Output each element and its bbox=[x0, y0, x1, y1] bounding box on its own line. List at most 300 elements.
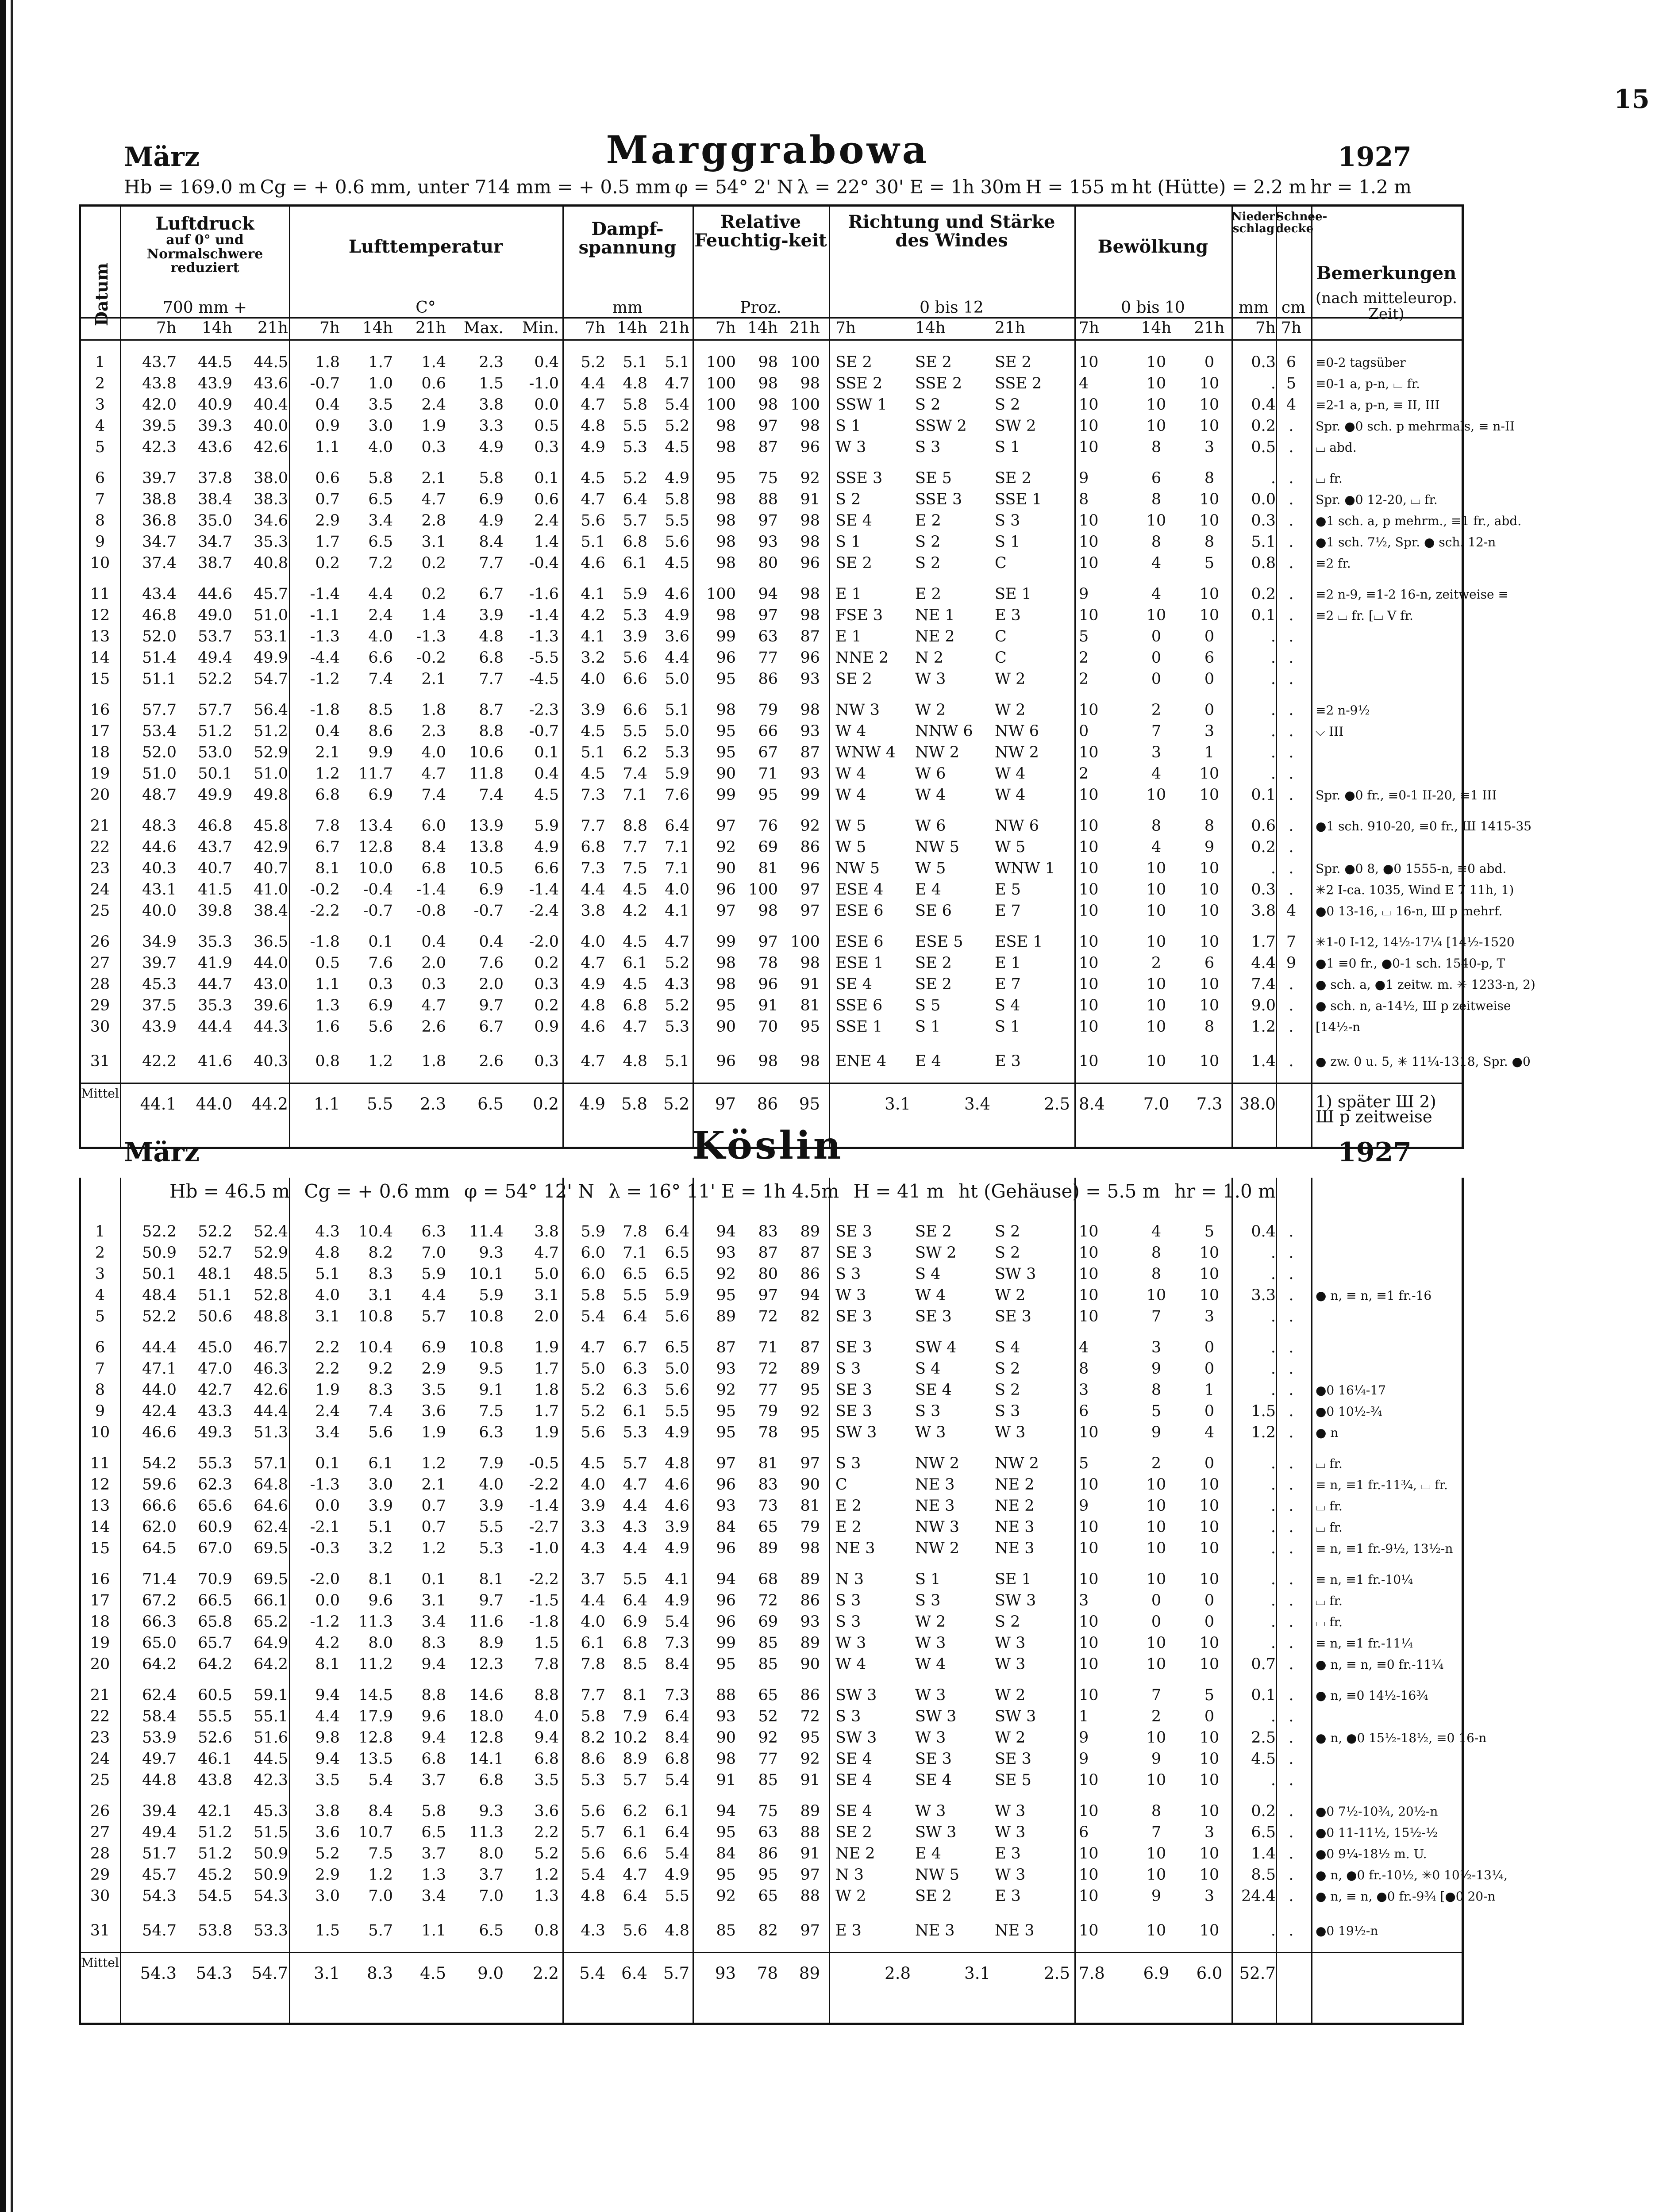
cell-t7: 1.1 bbox=[315, 438, 340, 456]
cell-t7: 1.5 bbox=[315, 1922, 340, 1939]
cell-t7: -2.2 bbox=[310, 902, 340, 920]
cell-p7: 40.3 bbox=[142, 860, 177, 877]
cell-w21: W 3 bbox=[995, 1824, 1026, 1841]
cell-datum: 12 bbox=[90, 1476, 110, 1494]
cell-nied: 1.4 bbox=[1251, 1052, 1276, 1070]
cell-tmax: 14.6 bbox=[469, 1686, 504, 1704]
cell-p21: 66.1 bbox=[254, 1592, 288, 1609]
cell-p21: 52.4 bbox=[254, 1223, 288, 1240]
cell-b21: 8 bbox=[1204, 469, 1215, 487]
cell-t7: 3.1 bbox=[315, 1308, 340, 1325]
cell-t14: -0.4 bbox=[363, 881, 393, 899]
cell-w14: S 2 bbox=[915, 396, 941, 414]
cell-w21: SE 1 bbox=[995, 585, 1031, 603]
cell-e7: 6.0 bbox=[581, 1265, 605, 1283]
cell-t14: 11.3 bbox=[358, 1613, 393, 1631]
cell-w14: SE 5 bbox=[915, 469, 952, 487]
cell-f14: 69 bbox=[758, 1613, 778, 1631]
cell-t7: -2.0 bbox=[310, 1571, 340, 1588]
cell-tmax: 8.9 bbox=[479, 1634, 504, 1652]
cell-nied: . bbox=[1270, 1634, 1276, 1652]
table-row bbox=[81, 901, 1503, 921]
cell-p7: 50.9 bbox=[142, 1244, 177, 1262]
cell-b21: 1 bbox=[1204, 744, 1215, 761]
cell-w21: S 1 bbox=[995, 1018, 1020, 1036]
mean-t21: 4.5 bbox=[420, 1964, 446, 1983]
cell-b14: 10 bbox=[1146, 1771, 1166, 1789]
cell-b14: 2 bbox=[1151, 1455, 1162, 1472]
cell-e7: 4.8 bbox=[581, 997, 605, 1014]
cell-f14: 80 bbox=[758, 554, 778, 572]
mean-t14: 8.3 bbox=[367, 1964, 393, 1983]
cell-nied: 0.7 bbox=[1251, 1655, 1276, 1673]
cell-f14: 86 bbox=[758, 670, 778, 688]
cell-p14: 57.7 bbox=[198, 701, 232, 719]
cell-t7: 2.2 bbox=[315, 1360, 340, 1378]
cell-p14: 44.7 bbox=[198, 975, 232, 993]
cell-t7: 4.3 bbox=[315, 1223, 340, 1240]
cell-datum: 17 bbox=[90, 1592, 110, 1609]
cell-nied: 0.6 bbox=[1251, 817, 1276, 835]
cell-w7: S 3 bbox=[835, 1455, 861, 1472]
cell-t14: 7.6 bbox=[368, 954, 393, 972]
constant-hr: hr = 1.2 m bbox=[1310, 176, 1412, 198]
cell-f7: 93 bbox=[716, 1360, 736, 1378]
cell-p7: 62.0 bbox=[142, 1518, 177, 1536]
cell-f21: 98 bbox=[800, 375, 820, 392]
cell-p7: 47.1 bbox=[142, 1360, 177, 1378]
mean-w7: 3.1 bbox=[885, 1094, 911, 1114]
cell-e21: 5.5 bbox=[665, 1887, 689, 1905]
cell-b7: 10 bbox=[1079, 1866, 1099, 1884]
table-row bbox=[81, 1475, 1462, 1495]
cell-e14: 4.8 bbox=[623, 375, 647, 392]
cell-e21: 8.4 bbox=[665, 1655, 689, 1673]
table-row bbox=[81, 553, 1462, 573]
cell-w21: W 2 bbox=[995, 1286, 1026, 1304]
cell-w7: W 3 bbox=[835, 438, 866, 456]
cell-e21: 5.0 bbox=[665, 722, 689, 740]
cell-p7: 45.3 bbox=[142, 975, 177, 993]
table-row bbox=[81, 1921, 1462, 1941]
cell-t14: 10.7 bbox=[358, 1824, 393, 1841]
cell-b14: 0 bbox=[1151, 628, 1162, 645]
cell-t21: 6.9 bbox=[421, 1339, 446, 1356]
cell-p14: 46.1 bbox=[198, 1750, 232, 1768]
cell-f7: 92 bbox=[716, 1887, 736, 1905]
cell-t14: 12.8 bbox=[358, 1729, 393, 1747]
cell-w14: S 1 bbox=[915, 1571, 941, 1588]
cell-f21: 93 bbox=[800, 765, 820, 783]
cell-w7: SSE 3 bbox=[835, 469, 883, 487]
cell-b14: 10 bbox=[1146, 881, 1166, 899]
cell-p14: 39.8 bbox=[198, 902, 232, 920]
cell-e21: 7.3 bbox=[665, 1634, 689, 1652]
cell-b14: 4 bbox=[1151, 554, 1162, 572]
cell-p21: 48.8 bbox=[254, 1308, 288, 1325]
cell-t14: 7.0 bbox=[368, 1887, 393, 1905]
header-bewoelkung: Bewölkung bbox=[1097, 236, 1208, 257]
cell-w14: S 4 bbox=[915, 1265, 941, 1283]
cell-datum: 9 bbox=[95, 533, 105, 551]
cell-nied: 0.5 bbox=[1251, 438, 1276, 456]
cell-e21: 5.0 bbox=[665, 670, 689, 688]
cell-w14: S 1 bbox=[915, 1018, 941, 1036]
cell-p14: 51.1 bbox=[198, 1286, 232, 1304]
cell-datum: 30 bbox=[90, 1018, 110, 1036]
cell-e7: 5.6 bbox=[581, 1845, 605, 1863]
cell-e14: 5.7 bbox=[623, 1771, 647, 1789]
cell-tmin: 0.6 bbox=[534, 491, 559, 508]
cell-f14: 72 bbox=[758, 1360, 778, 1378]
cell-w7: SSE 6 bbox=[835, 997, 883, 1014]
cell-w21: W 4 bbox=[995, 786, 1026, 804]
cell-nied: 0.8 bbox=[1251, 554, 1276, 572]
cell-datum: 18 bbox=[90, 1613, 110, 1631]
cell-schnee: . bbox=[1289, 1824, 1294, 1841]
cell-t7: -1.4 bbox=[310, 585, 340, 603]
cell-b7: 2 bbox=[1079, 670, 1089, 688]
cell-t14: 5.8 bbox=[368, 469, 393, 487]
cell-schnee: . bbox=[1289, 554, 1294, 572]
cell-p14: 43.7 bbox=[198, 838, 232, 856]
cell-p21: 51.2 bbox=[254, 722, 288, 740]
cell-p7: 46.8 bbox=[142, 607, 177, 624]
cell-schnee: 9 bbox=[1286, 954, 1297, 972]
cell-b14: 10 bbox=[1146, 1286, 1166, 1304]
cell-b14: 8 bbox=[1151, 491, 1162, 508]
cell-t7: 0.0 bbox=[315, 1497, 340, 1515]
cell-tmax: 10.1 bbox=[469, 1265, 504, 1283]
cell-w21: E 1 bbox=[995, 954, 1021, 972]
cell-w14: SE 3 bbox=[915, 1750, 952, 1768]
cell-f7: 96 bbox=[716, 881, 736, 899]
cell-nied: . bbox=[1270, 1244, 1276, 1262]
cell-b7: 10 bbox=[1079, 1265, 1099, 1283]
cell-w21: NW 2 bbox=[995, 1455, 1039, 1472]
mean-e21: 5.2 bbox=[663, 1094, 689, 1114]
cell-f7: 99 bbox=[716, 628, 736, 645]
mean-w21: 2.5 bbox=[1044, 1094, 1070, 1114]
cell-b21: 10 bbox=[1199, 1540, 1220, 1557]
cell-e21: 5.3 bbox=[665, 1018, 689, 1036]
cell-b21: 10 bbox=[1199, 512, 1220, 530]
cell-b21: 10 bbox=[1199, 997, 1220, 1014]
cell-e21: 5.0 bbox=[665, 1360, 689, 1378]
cell-f21: 87 bbox=[800, 1339, 820, 1356]
cell-e14: 10.2 bbox=[613, 1729, 647, 1747]
cell-datum: 19 bbox=[90, 765, 110, 783]
cell-e21: 5.1 bbox=[665, 701, 689, 719]
cell-e14: 6.4 bbox=[623, 1308, 647, 1325]
cell-f21: 87 bbox=[800, 1244, 820, 1262]
cell-schnee: . bbox=[1289, 701, 1294, 719]
cell-e7: 4.5 bbox=[581, 722, 605, 740]
cell-t21: 2.9 bbox=[421, 1360, 446, 1378]
cell-b7: 3 bbox=[1079, 1592, 1089, 1609]
cell-f21: 98 bbox=[800, 417, 820, 435]
table-row bbox=[81, 1612, 1462, 1632]
cell-t14: 10.8 bbox=[358, 1308, 393, 1325]
cell-w21: C bbox=[995, 554, 1007, 572]
cell-p7: 44.0 bbox=[142, 1381, 177, 1399]
cell-e7: 4.7 bbox=[581, 396, 605, 414]
cell-w14: W 3 bbox=[915, 670, 946, 688]
cell-e14: 7.8 bbox=[623, 1223, 647, 1240]
cell-tmax: 6.9 bbox=[479, 881, 504, 899]
cell-b7: 10 bbox=[1079, 954, 1099, 972]
cell-t7: 2.9 bbox=[315, 512, 340, 530]
cell-f14: 68 bbox=[758, 1571, 778, 1588]
cell-t21: 8.8 bbox=[421, 1686, 446, 1704]
cell-datum: 5 bbox=[95, 438, 105, 456]
cell-t21: 0.3 bbox=[421, 438, 446, 456]
cell-f7: 84 bbox=[716, 1518, 736, 1536]
mean-row-koeslin bbox=[81, 1952, 1462, 1997]
cell-p14: 46.8 bbox=[198, 817, 232, 835]
table-row bbox=[81, 837, 1462, 857]
cell-t14: 8.0 bbox=[368, 1634, 393, 1652]
cell-e7: 5.6 bbox=[581, 512, 605, 530]
cell-bemerkung: Spr. ●0 sch. p mehrmals, ≡ n-II bbox=[1316, 419, 1515, 434]
cell-e7: 4.0 bbox=[581, 933, 605, 951]
cell-b21: 0 bbox=[1204, 1339, 1215, 1356]
cell-nied: . bbox=[1270, 1381, 1276, 1399]
cell-b7: 10 bbox=[1079, 860, 1099, 877]
mean-p21: 54.7 bbox=[251, 1964, 288, 1983]
cell-w14: NW 2 bbox=[915, 1540, 959, 1557]
cell-t7: 3.8 bbox=[315, 1802, 340, 1820]
cell-p14: 49.4 bbox=[198, 649, 232, 667]
cell-datum: 13 bbox=[90, 628, 110, 645]
cell-p21: 53.3 bbox=[254, 1922, 288, 1939]
cell-nied: 0.4 bbox=[1251, 1223, 1276, 1240]
cell-e21: 5.8 bbox=[665, 491, 689, 508]
cell-w21: W 4 bbox=[995, 765, 1026, 783]
cell-p21: 44.4 bbox=[254, 1402, 288, 1420]
cell-tmin: -2.4 bbox=[529, 902, 559, 920]
cell-w21: S 2 bbox=[995, 396, 1020, 414]
cell-w14: SE 2 bbox=[915, 1223, 952, 1240]
cell-p7: 45.7 bbox=[142, 1866, 177, 1884]
cell-schnee: . bbox=[1289, 1729, 1294, 1747]
mean-b14: 6.9 bbox=[1143, 1964, 1170, 1983]
cell-b21: 10 bbox=[1199, 1634, 1220, 1652]
mean-f7: 97 bbox=[715, 1094, 736, 1114]
cell-p14: 60.9 bbox=[198, 1518, 232, 1536]
cell-b14: 6 bbox=[1151, 469, 1162, 487]
table-row bbox=[81, 785, 1497, 805]
cell-p21: 35.3 bbox=[254, 533, 288, 551]
cell-t7: 0.5 bbox=[315, 954, 340, 972]
table-row bbox=[81, 743, 1462, 763]
cell-p7: 39.7 bbox=[142, 954, 177, 972]
cell-f7: 90 bbox=[716, 765, 736, 783]
cell-w7: SW 3 bbox=[835, 1729, 877, 1747]
cell-f7: 85 bbox=[716, 1922, 736, 1939]
cell-t7: 0.9 bbox=[315, 417, 340, 435]
cell-b21: 0 bbox=[1204, 1613, 1215, 1631]
cell-tmin: -2.2 bbox=[529, 1571, 559, 1588]
cell-p14: 49.9 bbox=[198, 786, 232, 804]
cell-w21: S 4 bbox=[995, 1339, 1020, 1356]
cell-f14: 65 bbox=[758, 1518, 778, 1536]
cell-tmax: 7.7 bbox=[479, 670, 504, 688]
cell-p7: 37.4 bbox=[142, 554, 177, 572]
cell-e21: 6.4 bbox=[665, 1708, 689, 1725]
header-datum: Datum bbox=[92, 263, 112, 326]
table-row bbox=[81, 1801, 1462, 1821]
cell-bemerkung: ✳1-0 I-12, 14½-17¼ [14½-1520 bbox=[1316, 935, 1515, 949]
cell-f14: 69 bbox=[758, 838, 778, 856]
cell-e14: 8.9 bbox=[623, 1750, 647, 1768]
cell-f7: 95 bbox=[716, 1424, 736, 1441]
cell-datum: 1 bbox=[95, 1223, 105, 1240]
cell-t21: 5.7 bbox=[421, 1308, 446, 1325]
cell-w21: E 7 bbox=[995, 975, 1021, 993]
cell-t21: 4.0 bbox=[421, 744, 446, 761]
mean-p7: 54.3 bbox=[140, 1964, 177, 1983]
cell-t7: 2.4 bbox=[315, 1402, 340, 1420]
cell-datum: 6 bbox=[95, 469, 105, 487]
header-schneedecke: Schnee-decke bbox=[1276, 210, 1328, 236]
cell-b14: 2 bbox=[1151, 701, 1162, 719]
cell-datum: 15 bbox=[90, 670, 110, 688]
mean-f7: 93 bbox=[715, 1964, 736, 1983]
cell-p14: 44.6 bbox=[198, 585, 232, 603]
cell-t7: -0.7 bbox=[310, 375, 340, 392]
cell-w21: SW 3 bbox=[995, 1708, 1036, 1725]
cell-w21: W 3 bbox=[995, 1866, 1026, 1884]
cell-f21: 95 bbox=[800, 1381, 820, 1399]
cell-f21: 86 bbox=[800, 838, 820, 856]
cell-e21: 5.4 bbox=[665, 396, 689, 414]
cell-nied: . bbox=[1270, 469, 1276, 487]
cell-bemerkung: [14½-n bbox=[1316, 1020, 1361, 1034]
cell-tmax: 6.8 bbox=[479, 649, 504, 667]
cell-t21: 2.1 bbox=[421, 1476, 446, 1494]
cell-tmin: -5.5 bbox=[529, 649, 559, 667]
cell-bemerkung: ≡ n, ≡1 fr.-9½, 13½-n bbox=[1316, 1541, 1453, 1556]
table-row bbox=[81, 1017, 1462, 1037]
cell-p21: 40.0 bbox=[254, 417, 288, 435]
cell-b21: 10 bbox=[1199, 1866, 1220, 1884]
cell-w14: NE 3 bbox=[915, 1497, 955, 1515]
cell-e21: 5.4 bbox=[665, 1845, 689, 1863]
cell-w7: S 1 bbox=[835, 533, 861, 551]
cell-w14: SSE 2 bbox=[915, 375, 962, 392]
cell-f21: 96 bbox=[800, 438, 820, 456]
cell-f7: 91 bbox=[716, 1771, 736, 1789]
cell-e14: 4.2 bbox=[623, 902, 647, 920]
cell-p7: 46.6 bbox=[142, 1424, 177, 1441]
mean-t14: 5.5 bbox=[367, 1094, 393, 1114]
mean-f21: 89 bbox=[799, 1964, 820, 1983]
cell-e21: 5.4 bbox=[665, 1613, 689, 1631]
cell-f7: 97 bbox=[716, 1455, 736, 1472]
cell-b14: 10 bbox=[1146, 353, 1166, 371]
cell-p7: 53.9 bbox=[142, 1729, 177, 1747]
cell-w21: E 3 bbox=[995, 1887, 1021, 1905]
cell-tmin: 1.7 bbox=[534, 1360, 559, 1378]
hour-row: 7h 14h 21h 7h 14h 21h Max. Min. 7h 14h 21h 7h 14h 21h 7h 14h 21h 7h 14h 21h 7h 7h bbox=[156, 319, 1302, 337]
cell-t21: 0.1 bbox=[421, 1571, 446, 1588]
cell-schnee: . bbox=[1289, 417, 1294, 435]
cell-b21: 10 bbox=[1199, 1655, 1220, 1673]
mean-w21: 2.5 bbox=[1044, 1964, 1070, 1983]
cell-w14: W 3 bbox=[915, 1424, 946, 1441]
table-row bbox=[81, 1844, 1462, 1864]
cell-e7: 4.4 bbox=[581, 881, 605, 899]
cell-tmin: 5.2 bbox=[534, 1845, 559, 1863]
cell-f21: 97 bbox=[800, 1866, 820, 1884]
cell-p7: 54.7 bbox=[142, 1922, 177, 1939]
cell-e7: 4.4 bbox=[581, 375, 605, 392]
cell-nied: . bbox=[1270, 722, 1276, 740]
cell-e7: 6.8 bbox=[581, 838, 605, 856]
cell-schnee: . bbox=[1289, 881, 1294, 899]
cell-p14: 41.6 bbox=[198, 1052, 232, 1070]
cell-tmin: -1.8 bbox=[529, 1613, 559, 1631]
constant-cg: Cg = + 0.6 mm, unter 714 mm = + 0.5 mm bbox=[260, 176, 671, 198]
cell-t7: -4.4 bbox=[310, 649, 340, 667]
cell-e7: 5.2 bbox=[581, 1402, 605, 1420]
cell-t21: 8.3 bbox=[421, 1634, 446, 1652]
cell-w14: W 3 bbox=[915, 1802, 946, 1820]
table-row bbox=[81, 469, 1462, 488]
cell-e21: 5.2 bbox=[665, 417, 689, 435]
cell-t7: -1.2 bbox=[310, 1613, 340, 1631]
constant-h: H = 41 m bbox=[853, 1180, 944, 1202]
mean-p14: 44.0 bbox=[196, 1094, 232, 1114]
cell-w21: SW 3 bbox=[995, 1265, 1036, 1283]
cell-b14: 8 bbox=[1151, 817, 1162, 835]
cell-p7: 66.6 bbox=[142, 1497, 177, 1515]
cell-e21: 5.5 bbox=[665, 1402, 689, 1420]
cell-f14: 85 bbox=[758, 1634, 778, 1652]
cell-p21: 56.4 bbox=[254, 701, 288, 719]
cell-b14: 10 bbox=[1146, 933, 1166, 951]
table-row bbox=[81, 1380, 1462, 1400]
cell-p7: 39.4 bbox=[142, 1802, 177, 1820]
cell-b7: 10 bbox=[1079, 1845, 1099, 1863]
cell-f14: 72 bbox=[758, 1308, 778, 1325]
cell-f21: 94 bbox=[800, 1286, 820, 1304]
cell-schnee: . bbox=[1289, 1655, 1294, 1673]
cell-w21: NE 2 bbox=[995, 1476, 1035, 1494]
cell-w14: NW 2 bbox=[915, 744, 959, 761]
cell-f7: 96 bbox=[716, 1613, 736, 1631]
cell-e21: 4.1 bbox=[665, 902, 689, 920]
cell-w14: SE 2 bbox=[915, 353, 952, 371]
cell-e14: 6.9 bbox=[623, 1613, 647, 1631]
cell-p14: 42.7 bbox=[198, 1381, 232, 1399]
cell-t7: 3.6 bbox=[315, 1824, 340, 1841]
cell-f21: 95 bbox=[800, 1729, 820, 1747]
cell-p21: 46.3 bbox=[254, 1360, 288, 1378]
cell-e14: 5.3 bbox=[623, 438, 647, 456]
cell-p21: 51.0 bbox=[254, 607, 288, 624]
cell-b21: 8 bbox=[1204, 533, 1215, 551]
cell-f21: 87 bbox=[800, 744, 820, 761]
cell-f14: 76 bbox=[758, 817, 778, 835]
cell-datum: 21 bbox=[90, 817, 110, 835]
cell-w14: E 2 bbox=[915, 585, 941, 603]
cell-t14: 4.0 bbox=[368, 438, 393, 456]
table-row bbox=[81, 1886, 1496, 1906]
cell-e14: 5.5 bbox=[623, 1571, 647, 1588]
table-row bbox=[81, 1728, 1487, 1748]
